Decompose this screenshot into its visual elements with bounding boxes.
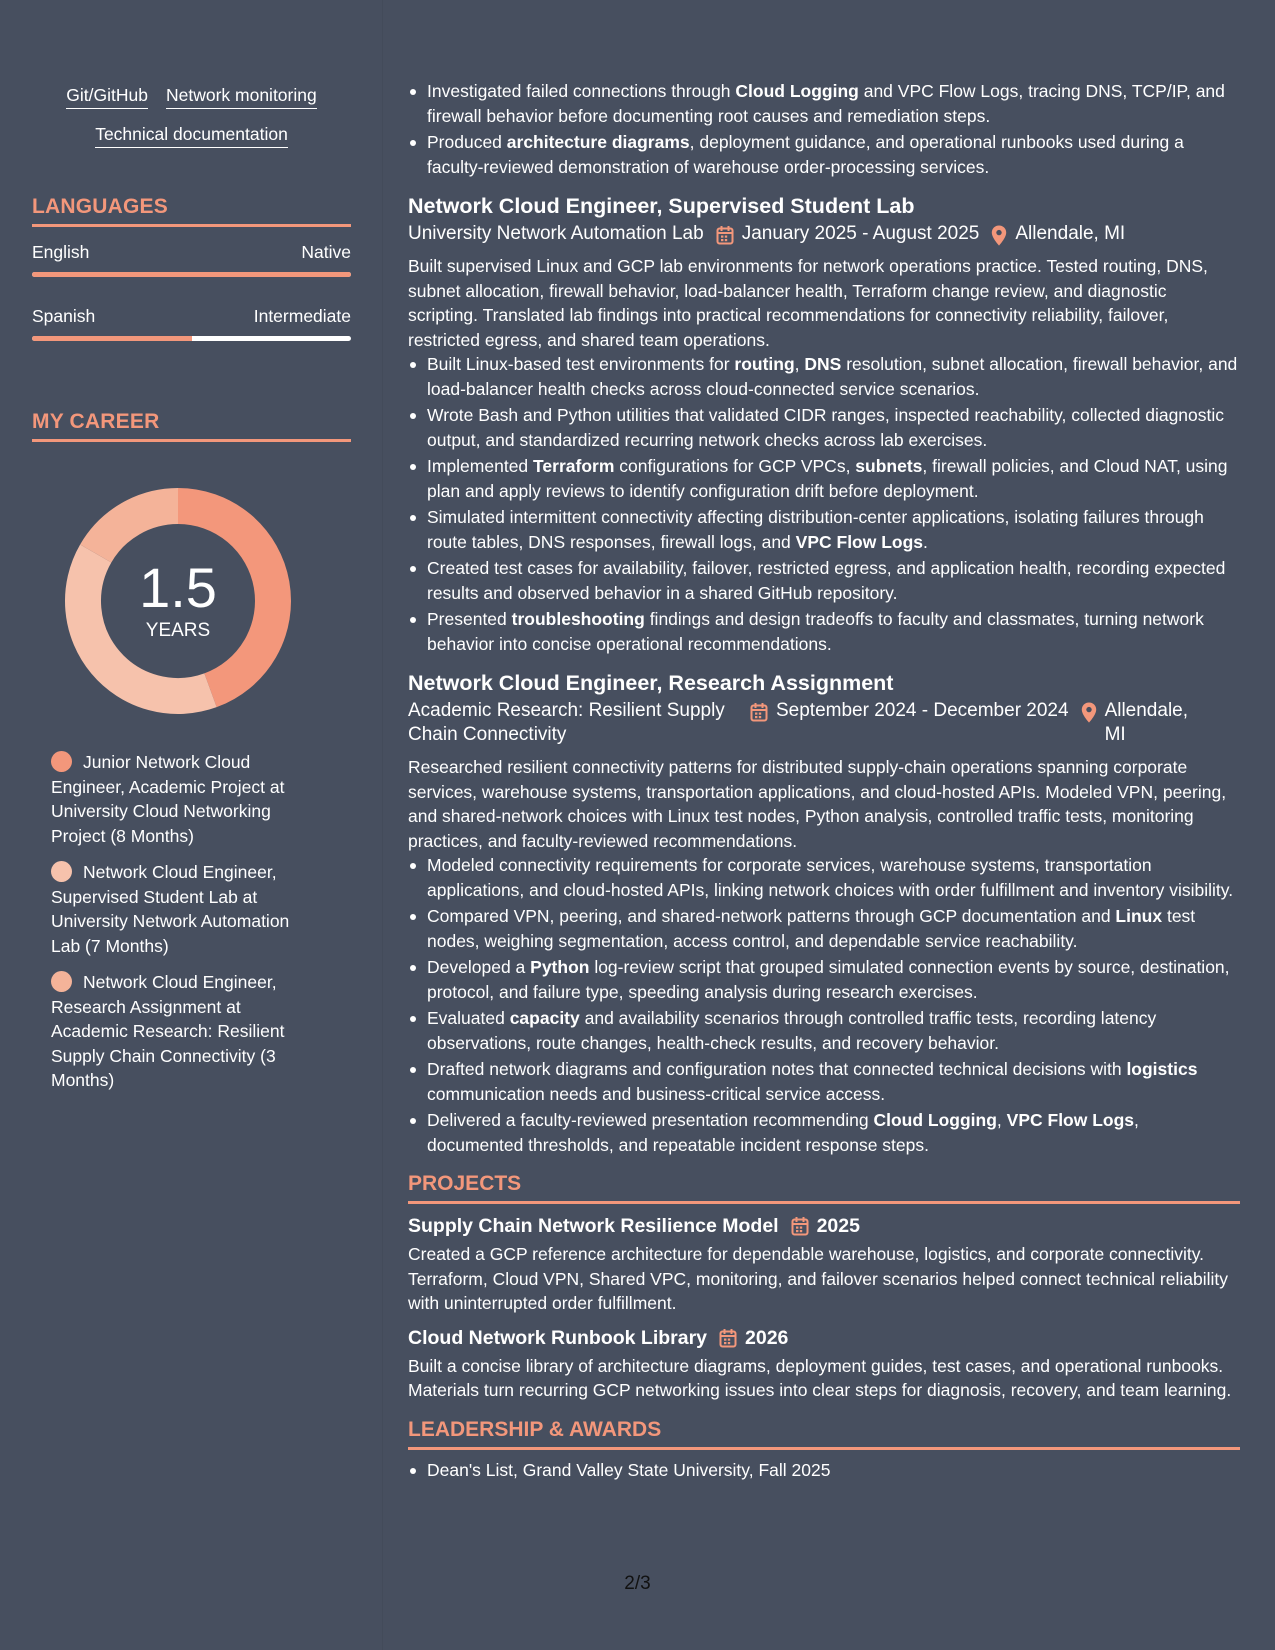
career-total-unit: YEARS: [145, 620, 211, 641]
project-description: Built a concise library of architecture diagrams, deployment guides, test cases, and operational runbooks. Materials turn recurring GCP networking issues into clear steps for diagnosis, recovery, and team learning.: [408, 1355, 1232, 1400]
legend-label: Network Cloud Engineer, Supervised Student Lab at University Network Automation Lab (7 Months): [51, 862, 290, 956]
projects-heading: PROJECTS: [408, 1171, 1240, 1204]
job-title: Network Cloud Engineer, Supervised Student Lab: [408, 194, 915, 218]
language-level: Native: [301, 242, 351, 262]
leadership-heading: LEADERSHIP & AWARDS: [408, 1417, 1240, 1450]
job-description: Researched resilient connectivity patterns for distributed supply-chain operations spanning corporate services, warehouse systems, transportation applications, and cloud-hosted APIs. Modeled VPN, peering, and shared-network choices with Linux test nodes, Python analysis, controlled traffic tests, monitoring practices, and faculty-reviewed recommendations.: [408, 757, 1227, 851]
location-pin-icon: [1081, 702, 1097, 723]
sidebar: [32, 84, 351, 1105]
bullet-item: Implemented Terraform configurations for GCP VPCs, subnets, firewall policies, and Cloud NAT, using plan and apply reviews to identify configuration drift before deployment.: [408, 454, 1240, 503]
bullet-item: Created test cases for availability, failover, restricted egress, and application health, recording expected results and observed behavior in a shared GitHub repository.: [408, 556, 1240, 605]
bullet-item: Produced architecture diagrams, deployment guidance, and operational runbooks used during a faculty-reviewed demonstration of warehouse order-processing services.: [408, 130, 1240, 179]
main-content: [408, 79, 1240, 1484]
job-organization: Academic Research: Resilient Supply Chain Connectivity: [408, 700, 725, 745]
award-item: Dean's List, Grand Valley State University, Fall 2025: [408, 1458, 1240, 1483]
project-year: 2025: [816, 1215, 860, 1237]
career-legend: [32, 750, 351, 1093]
job-entry: [408, 192, 1240, 656]
job-bullets: [408, 853, 1240, 1157]
bullet-item: Built Linux-based test environments for routing, DNS resolution, subnet allocation, firewall behavior, and load-balancer health checks across cloud-connected service scenarios.: [408, 352, 1240, 401]
job-location: Allendale, MI: [991, 222, 1125, 246]
language-item: [32, 241, 351, 277]
bullet-item: Developed a Python log-review script that grouped simulated connection events by source, destination, protocol, and failure type, speeding analysis during research exercises.: [408, 955, 1240, 1004]
legend-dot: [51, 751, 72, 772]
experience-list: [408, 192, 1240, 1157]
calendar-icon: [750, 702, 768, 722]
job-bullets: [408, 352, 1240, 656]
project-name: Cloud Network Runbook Library: [408, 1326, 708, 1349]
bullet-item: Presented troubleshooting findings and design tradeoffs to faculty and classmates, turning network behavior into concise operational recommendations.: [408, 607, 1240, 656]
project-name: Supply Chain Network Resilience Model: [408, 1215, 779, 1237]
leadership-list: [408, 1458, 1240, 1483]
project-entry: [408, 1325, 1240, 1403]
projects-list: [408, 1213, 1240, 1403]
languages-heading: LANGUAGES: [32, 194, 351, 227]
bullet-item: Compared VPN, peering, and shared-network patterns through GCP documentation and Linux test nodes, weighing segmentation, access control, and dependable service reachability.: [408, 904, 1240, 953]
career-section: [32, 409, 351, 1093]
job-meta: [408, 699, 1240, 747]
page-number: 2/3: [624, 1573, 651, 1594]
skill-tag: Git/GitHub: [66, 84, 148, 109]
language-proficiency-bar: [32, 272, 351, 277]
job-location: Allendale, MI: [1081, 699, 1209, 747]
language-proficiency-fill: [32, 336, 192, 341]
bullet-item: Wrote Bash and Python utilities that validated CIDR ranges, inspected reachability, collected diagnostic output, and standardized recurring network checks across lab exercises.: [408, 403, 1240, 452]
language-name: Spanish: [32, 306, 96, 326]
bullet-item: Delivered a faculty-reviewed presentation recommending Cloud Logging, VPC Flow Logs, documented thresholds, and repeatable incident response steps.: [408, 1108, 1240, 1157]
job-organization: University Network Automation Lab: [408, 223, 704, 244]
project-year: 2026: [745, 1326, 789, 1349]
project-entry: [408, 1213, 1240, 1316]
bullet-item: Simulated intermittent connectivity affecting distribution-center applications, isolating failures through route tables, DNS responses, firewall logs, and VPC Flow Logs.: [408, 505, 1240, 554]
legend-dot: [51, 971, 72, 992]
language-item: [32, 305, 351, 341]
legend-label: Network Cloud Engineer, Research Assignment at Academic Research: Resilient Supply Chain Connectivity (3 Months): [51, 972, 285, 1090]
job-entry: [408, 669, 1240, 1157]
language-proficiency-fill: [32, 272, 351, 277]
legend-label: Junior Network Cloud Engineer, Academic Project at University Cloud Networking Project (8 Months): [51, 752, 285, 846]
project-title: [408, 1325, 1240, 1351]
legend-dot: [51, 861, 72, 882]
bullet-item: Investigated failed connections through Cloud Logging and VPC Flow Logs, tracing DNS, TCP/IP, and firewall behavior before documenting root causes and remediation steps.: [408, 79, 1240, 128]
languages-section: [32, 194, 351, 341]
career-legend-item: [51, 860, 321, 958]
career-legend-item: [51, 750, 321, 848]
language-proficiency-bar: [32, 336, 351, 341]
job-dates: September 2024 - December 2024: [750, 699, 1069, 723]
calendar-icon: [719, 1328, 737, 1348]
bullet-item: Modeled connectivity requirements for corporate services, warehouse systems, transportation applications, and cloud-hosted APIs, linking network choices with order fulfillment and inventory visibility.: [408, 853, 1240, 902]
job-dates: January 2025 - August 2025: [716, 222, 980, 246]
job-title: Network Cloud Engineer, Research Assignment: [408, 671, 894, 695]
skill-tag: Technical documentation: [95, 123, 288, 148]
career-heading: MY CAREER: [32, 409, 351, 442]
project-title: [408, 1213, 1240, 1239]
calendar-icon: [716, 225, 734, 245]
job-meta: [408, 222, 1240, 246]
location-pin-icon: [991, 225, 1007, 246]
continued-bullets: [408, 79, 1240, 179]
job-description: Built supervised Linux and GCP lab environments for network operations practice. Tested routing, DNS, subnet allocation, firewall behavior, load-balancer health, Terraform change review, and diagnostic scripting. Translated lab findings into practical recommendations for connectivity reliability, failover, restricted egress, and shared team operations.: [408, 256, 1208, 350]
skills-list: [32, 84, 351, 148]
bullet-item: Evaluated capacity and availability scenarios through controlled traffic tests, recording latency observations, route changes, health-check results, and recovery behavior.: [408, 1006, 1240, 1055]
project-description: Created a GCP reference architecture for dependable warehouse, logistics, and corporate connectivity. Terraform, Cloud VPN, Shared VPC, monitoring, and failover scenarios helped connect technical reliability with uninterrupted order fulfillment.: [408, 1244, 1228, 1313]
calendar-icon: [791, 1216, 809, 1236]
career-donut-chart: [63, 486, 293, 716]
career-legend-item: [51, 970, 321, 1093]
skill-tag: Network monitoring: [166, 84, 317, 109]
language-name: English: [32, 242, 90, 262]
column-divider: [382, 0, 383, 1650]
career-total-value: 1.5: [139, 556, 217, 619]
bullet-item: Drafted network diagrams and configuration notes that connected technical decisions with logistics communication needs and business-critical service access.: [408, 1057, 1240, 1106]
language-level: Intermediate: [253, 306, 351, 326]
